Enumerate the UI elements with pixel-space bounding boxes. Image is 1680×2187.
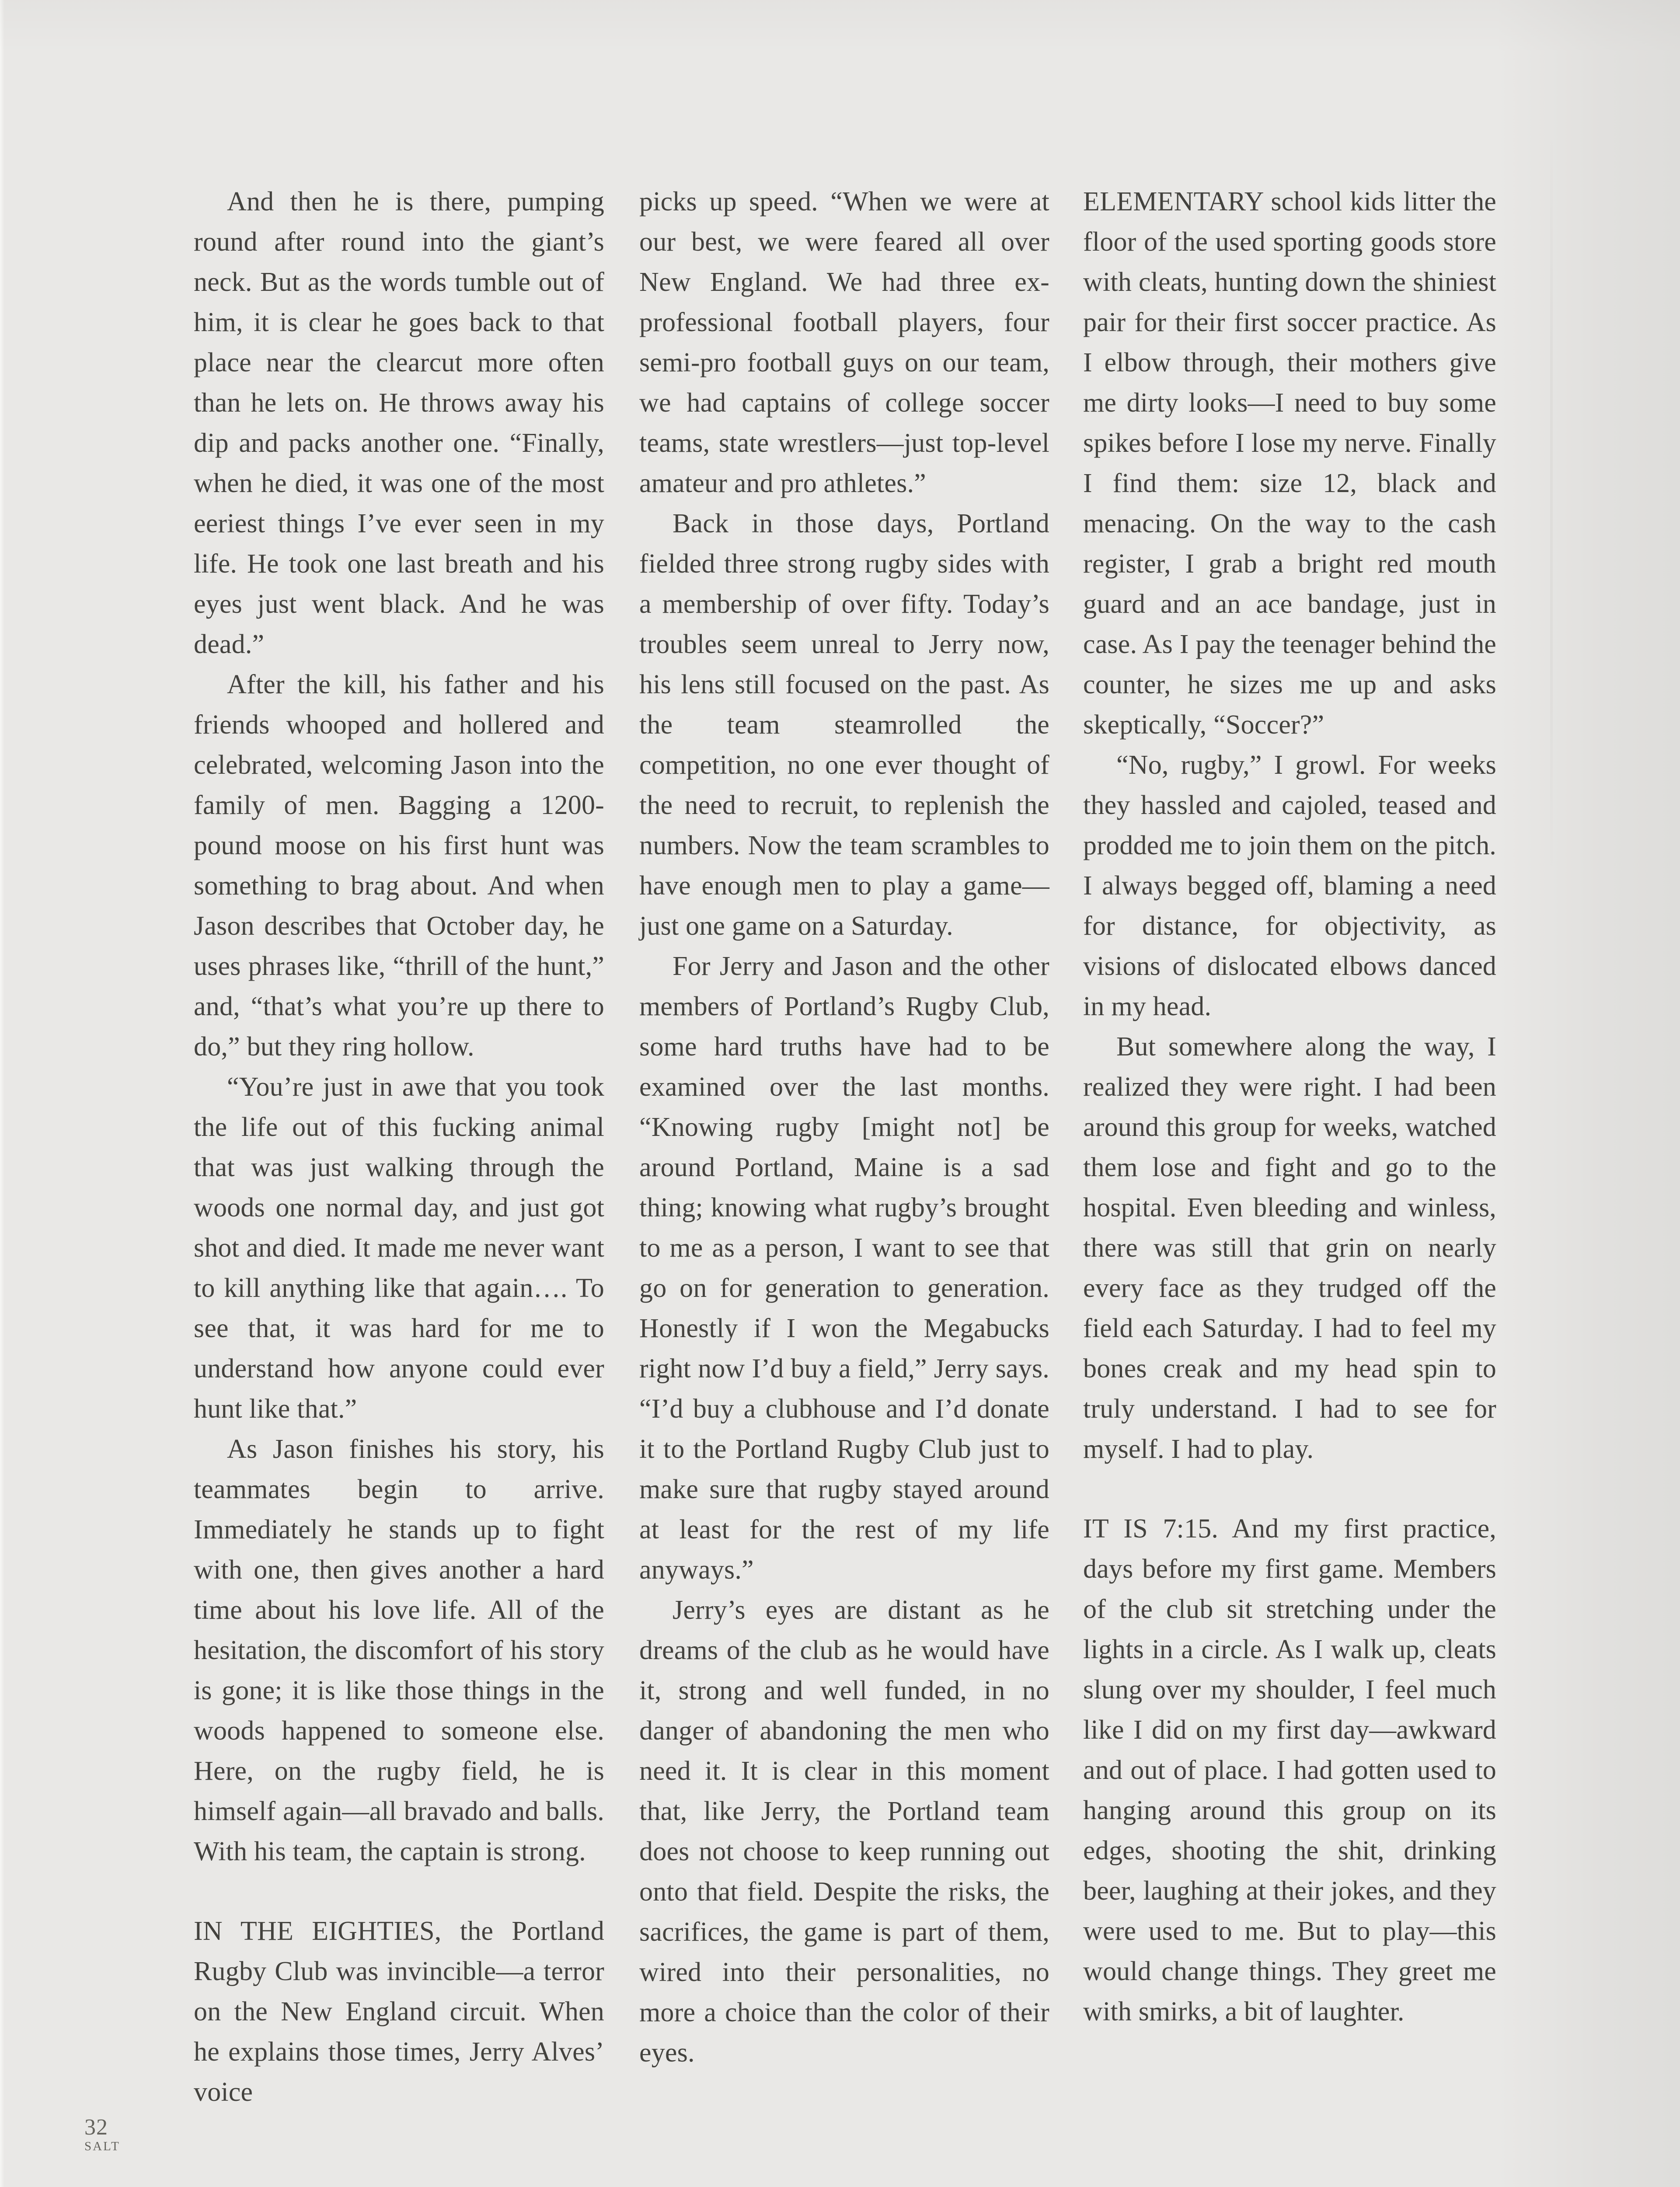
paragraph: After the kill, his father and his friends whooped and hollered and celebrated, welcoming Jason into the family of men. Bagging a 1200-pound moose on his first hunt was something to brag about. And when Jason describes that October day, he uses phrases like, “thrill of the hunt,” and, “that’s what you’re up there to do,” but they ring hollow. xyxy=(194,670,604,1062)
paragraph: IN THE EIGHTIES, the Portland Rugby Club was invincible—a terror on the New England circuit. When he explains those times, Jerry Alves’ voice xyxy=(194,1916,604,2107)
paragraph: IT IS 7:15. And my first practice, days before my first game. Members of the club sit stretching under the lights in a circle. As I walk up, cleats slung over my shoulder, I feel much like I did on my first day—awkward and out of place. I had gotten used to hanging around this group on its edges, shooting the shit, drinking beer, laughing at their jokes, and they were used to me. But to play—this would change things. They greet me with smirks, a bit of laughter. xyxy=(1083,1514,1496,2026)
paragraph: Back in those days, Portland fielded three strong rugby sides with a membership of over fifty. Today’s troubles seem unreal to Jerry now, his lens still focused on the past. As the team steamrolled the competition, no one ever thought of the need to recruit, to replenish the numbers. Now the team scrambles to have enough men to play a game—just one game on a Saturday. xyxy=(639,509,1049,941)
folio xyxy=(84,2116,120,2153)
paragraph: ELEMENTARY school kids litter the floor of the used sporting goods store with cleats, hunting down the shiniest pair for their first soccer practice. As I elbow through, their mothers give me dirty looks—I need to buy some spikes before I lose my nerve. Finally I find them: size 12, black and menacing. On the way to the cash register, I grab a bright red mouth guard and an ace bandage, just in case. As I pay the teenager behind the counter, he sizes me up and asks skeptically, “Soccer?” xyxy=(1083,187,1496,740)
scan-edge-left xyxy=(0,0,4,2187)
paragraph: As Jason finishes his story, his teammates begin to arrive. Immediately he stands up to fight with one, then gives another a hard time about his love life. All of the hesitation, the discomfort of his story is gone; it is like those things in the woods happened to someone else. Here, on the rugby field, he is himself again—all bravado and balls. With his team, the captain is strong. xyxy=(194,1434,604,1866)
paragraph: But somewhere along the way, I realized they were right. I had been around this group for weeks, watched them lose and fight and go to the hospital. Even bleeding and winless, there was still that grin on nearly every face as they trudged off the field each Saturday. I had to feel my bones creak and my head spin to truly understand. I had to see for myself. I had to play. xyxy=(1083,1032,1496,1464)
paragraph: Jerry’s eyes are distant as he dreams of the club as he would have it, strong and well funded, in no danger of abandoning the men who need it. It is clear in this moment that, like Jerry, the Portland team does not choose to keep running out onto that field. Despite the risks, the sacrifices, the game is part of them, wired into their personalities, no more a choice than the color of their eyes. xyxy=(639,1595,1049,2068)
text-column-2 xyxy=(639,182,1049,2073)
paragraph: “You’re just in awe that you took the life out of this fucking animal that was just walking through the woods one normal day, and just got shot and died. It made me never want to kill anything like that again…. To see that, it was hard for me to understand how anyone could ever hunt like that.” xyxy=(194,1072,604,1424)
paragraph: And then he is there, pumping round after round into the giant’s neck. But as the words tumble out of him, it is clear he goes back to that place near the clearcut more often than he lets on. He throws away his dip and packs another one. “Finally, when he died, it was one of the most eeriest things I’ve ever seen in my life. He took one last breath and his eyes just went black. And he was dead.” xyxy=(194,187,604,659)
page-number: 32 xyxy=(84,2115,108,2140)
scan-crease-streak xyxy=(1550,131,1553,875)
scan-shadow-right xyxy=(1496,0,1680,2187)
paragraph: picks up speed. “When we were at our best, we were feared all over New England. We had three ex-professional football players, four semi-pro football guys on our team, we had captains of college soccer teams, state wrestlers—just top-level amateur and pro athletes.” xyxy=(639,187,1049,498)
paragraph: “No, rugby,” I growl. For weeks they hassled and cajoled, teased and prodded me to join them on the pitch. I always begged off, blaming a need for distance, for objectivity, as visions of dislocated elbows danced in my head. xyxy=(1083,750,1496,1021)
paragraph: For Jerry and Jason and the other members of Portland’s Rugby Club, some hard truths have had to be examined over the last months. “Knowing rugby [might not] be around Portland, Maine is a sad thing; knowing what rugby’s brought to me as a person, I want to see that go on for generation to generation. Honestly if I won the Megabucks right now I’d buy a field,” Jerry says. “I’d buy a clubhouse and I’d donate it to the Portland Rugby Club just to make sure that rugby stayed around at least for the rest of my life anyways.” xyxy=(639,951,1049,1585)
text-column-1 xyxy=(194,182,604,2112)
text-column-3 xyxy=(1083,182,1496,2032)
scan-shadow-top xyxy=(0,0,1680,52)
publication-name: SALT xyxy=(84,2139,120,2153)
